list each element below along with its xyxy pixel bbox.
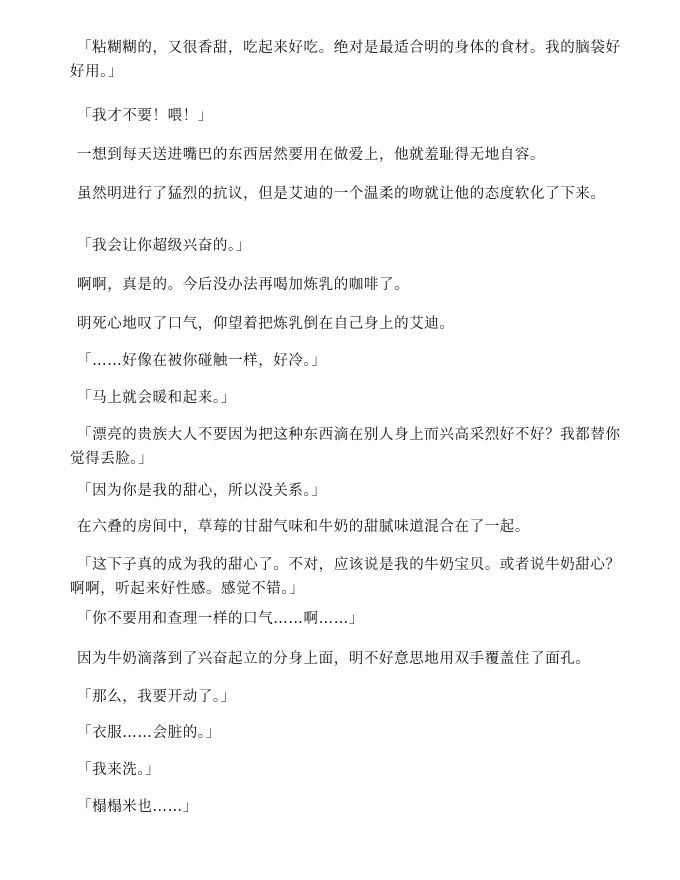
paragraph-12: 在六叠的房间中，草莓的甘甜气味和牛奶的甜腻味道混合在了一起。 [77, 519, 530, 535]
paragraph-11: 「因为你是我的甜心，所以没关系。」 [77, 483, 327, 499]
paragraph-3: 一想到每天送进嘴巴的东西居然要用在做爱上，他就羞耻得无地自容。 [77, 147, 546, 163]
paragraph-18: 「我来洗。」 [77, 762, 161, 778]
paragraph-10: 「漂亮的贵族大人不要因为把这种东西滴在别人身上而兴高采烈好不好？我都替你觉得丢脸。」 [70, 427, 621, 467]
paragraph-5: 「我会让你超级兴奋的。」 [77, 238, 251, 254]
paragraph-13: 「这下子真的成为我的甜心了。不对，应该说是我的牛奶宝贝。或者说牛奶甜心？啊啊，听起来好性感。感觉不错。」 [70, 557, 621, 597]
paragraph-9: 「马上就会暖和起来。」 [77, 390, 236, 406]
paragraph-19: 「榻榻米也……」 [77, 799, 198, 815]
paragraph-16: 「那么，我要开动了。」 [77, 689, 236, 705]
paragraph-8: 「……好像在被你碰触一样，好冷。」 [77, 353, 327, 369]
paragraph-6: 啊啊，真是的。今后没办法再喝加炼乳的咖啡了。 [77, 277, 410, 293]
paragraph-14: 「你不要用和查理一样的口气……啊……」 [77, 611, 364, 627]
paragraph-17: 「衣服……会脏的。」 [77, 725, 221, 741]
paragraph-15: 因为牛奶滴落到了兴奋起立的分身上面，明不好意思地用双手覆盖住了面孔。 [77, 651, 591, 667]
paragraph-1: 「粘糊糊的，又很香甜，吃起来好吃。绝对是最适合明的身体的食材。我的脑袋好好用。」 [70, 40, 621, 80]
paragraph-7: 明死心地叹了口气，仰望着把炼乳倒在自己身上的艾迪。 [77, 316, 455, 332]
paragraph-2: 「我才不要！喂！」 [77, 108, 213, 124]
paragraph-4: 虽然明进行了猛烈的抗议，但是艾迪的一个温柔的吻就让他的态度软化了下来。 [77, 186, 606, 202]
